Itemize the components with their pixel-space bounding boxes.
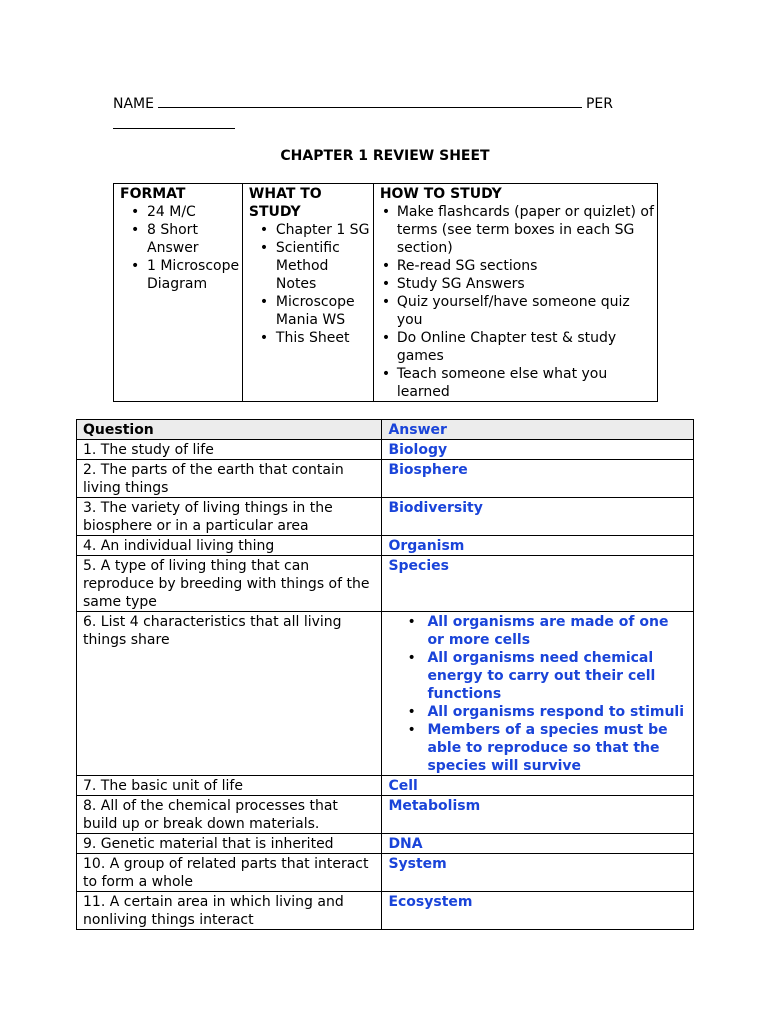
table-row: [77, 796, 694, 834]
answer-cell: Cell: [382, 776, 694, 796]
answer-cell: Biodiversity: [382, 498, 694, 536]
list-item: • Scientific Method Notes: [249, 239, 373, 293]
format-list: [120, 203, 242, 293]
characteristics-list: [388, 613, 687, 775]
answer-cell: System: [382, 854, 694, 892]
table-row: [77, 498, 694, 536]
answer-cell: Biology: [382, 440, 694, 460]
study-overview-table: [113, 183, 658, 402]
table-row: [77, 854, 694, 892]
table-row: [77, 892, 694, 930]
list-item: • 8 Short Answer: [120, 221, 242, 257]
question-header: Question: [77, 420, 382, 440]
list-item: • Chapter 1 SG: [249, 221, 373, 239]
question-cell: 10. A group of related parts that interact to form a whole: [77, 854, 382, 892]
answer-cell: Biosphere: [382, 460, 694, 498]
list-item: • Make flashcards (paper or quizlet) of terms (see term boxes in each SG section): [380, 203, 657, 257]
table-row: [77, 460, 694, 498]
list-item: • This Sheet: [249, 329, 373, 347]
period-blank[interactable]: [113, 111, 235, 129]
question-cell: 7. The basic unit of life: [77, 776, 382, 796]
table-row: [77, 612, 694, 776]
name-label: NAME: [113, 96, 154, 112]
per-label: PER: [585, 96, 613, 112]
question-cell: 8. All of the chemical processes that build up or break down materials.: [77, 796, 382, 834]
page-title: CHAPTER 1 REVIEW SHEET: [280, 148, 490, 164]
question-cell: 3. The variety of living things in the biosphere or in a particular area: [77, 498, 382, 536]
answer-cell: [382, 612, 694, 776]
answer-cell: Organism: [382, 536, 694, 556]
list-item: • All organisms respond to stimuli: [388, 703, 687, 721]
list-item: • Quiz yourself/have someone quiz you: [380, 293, 657, 329]
what-to-study-list: [249, 221, 373, 347]
format-heading: FORMAT: [120, 186, 186, 202]
question-cell: 1. The study of life: [77, 440, 382, 460]
what-to-study-cell: [242, 184, 373, 402]
table-row: [77, 834, 694, 854]
how-to-study-cell: [373, 184, 657, 402]
question-cell: 5. A type of living thing that can reproduce by breeding with things of the same type: [77, 556, 382, 612]
list-item: • Study SG Answers: [380, 275, 657, 293]
list-item: • 1 Microscope Diagram: [120, 257, 242, 293]
name-line: [113, 93, 673, 113]
answer-header: Answer: [382, 420, 694, 440]
name-blank[interactable]: [158, 93, 582, 108]
format-cell: [114, 184, 243, 402]
answer-cell: Species: [382, 556, 694, 612]
list-item: • 24 M/C: [120, 203, 242, 221]
question-cell: 2. The parts of the earth that contain living things: [77, 460, 382, 498]
answer-cell: Ecosystem: [382, 892, 694, 930]
list-item: • Re-read SG sections: [380, 257, 657, 275]
question-cell: 6. List 4 characteristics that all living things share: [77, 612, 382, 776]
what-to-study-heading: WHAT TO STUDY: [248, 186, 322, 220]
list-item: • All organisms are made of one or more cells: [388, 613, 687, 649]
question-answer-table: [76, 419, 694, 930]
list-item: • All organisms need chemical energy to carry out their cell functions: [388, 649, 687, 703]
answer-cell: Metabolism: [382, 796, 694, 834]
table-row: [77, 536, 694, 556]
answer-cell: DNA: [382, 834, 694, 854]
table-row: [77, 556, 694, 612]
list-item: • Microscope Mania WS: [249, 293, 373, 329]
list-item: • Do Online Chapter test & study games: [380, 329, 657, 365]
question-cell: 11. A certain area in which living and nonliving things interact: [77, 892, 382, 930]
list-item: • Teach someone else what you learned: [380, 365, 657, 401]
question-cell: 9. Genetic material that is inherited: [77, 834, 382, 854]
table-header-row: [77, 420, 694, 440]
question-cell: 4. An individual living thing: [77, 536, 382, 556]
table-row: [77, 440, 694, 460]
how-to-study-list: [380, 203, 657, 401]
table-row: [77, 776, 694, 796]
list-item: • Members of a species must be able to reproduce so that the species will survive: [388, 721, 687, 775]
how-to-study-heading: HOW TO STUDY: [379, 186, 502, 202]
